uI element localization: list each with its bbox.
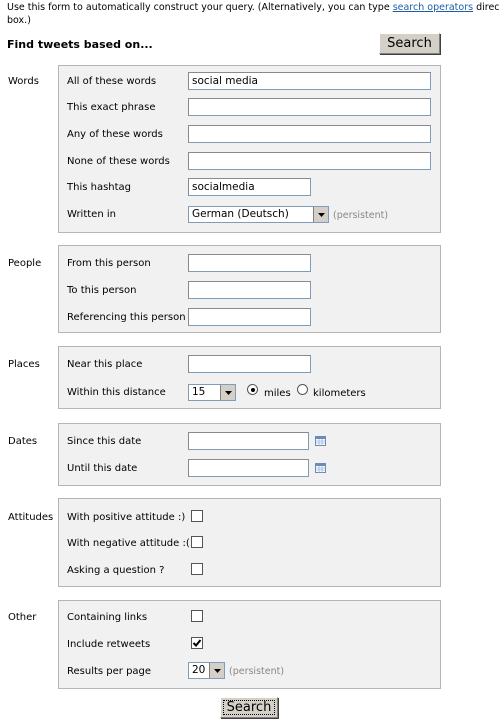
since-date-input[interactable]	[188, 432, 309, 450]
language-label: Written in	[67, 209, 116, 220]
section-label-attitudes: Attitudes	[8, 512, 54, 523]
positive-attitude-label: With positive attitude :)	[67, 512, 186, 523]
search-operators-link[interactable]: search operators	[392, 2, 474, 13]
question-label: Asking a question ?	[67, 565, 165, 576]
language-select[interactable]	[188, 206, 329, 223]
include-retweets-label: Include retweets	[67, 639, 151, 650]
intro-text-after: direc	[473, 2, 500, 13]
distance-select[interactable]	[188, 384, 236, 401]
intro-text	[7, 1, 500, 27]
language-select-value: German (Deutsch)	[192, 208, 289, 220]
kilometers-label: kilometers	[313, 388, 366, 399]
section-label-people: People	[8, 258, 42, 269]
hashtag-label: This hashtag	[67, 182, 132, 193]
ref-person-label: Referencing this person	[67, 312, 186, 323]
from-person-label: From this person	[67, 258, 151, 269]
any-words-input[interactable]	[188, 125, 431, 143]
radio-selected-dot	[251, 388, 255, 392]
results-per-page-select[interactable]	[188, 662, 225, 679]
any-words-label: Any of these words	[67, 129, 163, 140]
to-person-input[interactable]	[188, 281, 311, 299]
none-words-label: None of these words	[67, 156, 170, 167]
intro-text-before: Use this form to automatically construct your query. (Alternatively, you can type	[7, 2, 393, 13]
page-title: Find tweets based on...	[7, 38, 153, 51]
chevron-down-icon[interactable]	[209, 663, 224, 678]
results-per-page-label: Results per page	[67, 666, 152, 677]
distance-select-value: 15	[192, 386, 206, 398]
results-per-page-value: 20	[192, 664, 206, 676]
near-place-label: Near this place	[67, 359, 143, 370]
near-place-input[interactable]	[188, 355, 311, 373]
intro-text-line2: box.)	[7, 15, 31, 26]
until-date-label: Until this date	[67, 463, 138, 474]
miles-label: miles	[264, 388, 291, 399]
miles-radio[interactable]	[247, 384, 258, 395]
since-date-label: Since this date	[67, 436, 142, 447]
ref-person-input[interactable]	[188, 308, 311, 326]
exact-phrase-label: This exact phrase	[67, 102, 156, 113]
from-person-input[interactable]	[188, 254, 311, 272]
section-label-dates: Dates	[8, 436, 38, 447]
question-checkbox[interactable]	[191, 563, 203, 575]
none-words-input[interactable]	[188, 152, 431, 170]
until-date-input[interactable]	[188, 459, 309, 477]
chevron-down-icon[interactable]	[313, 207, 328, 222]
all-words-label: All of these words	[67, 76, 157, 87]
section-label-places: Places	[8, 359, 40, 370]
distance-label: Within this distance	[67, 387, 166, 398]
negative-attitude-label: With negative attitude :(	[67, 538, 190, 549]
search-button-bottom[interactable]: Search	[220, 697, 278, 718]
check-icon	[192, 638, 202, 648]
kilometers-radio[interactable]	[297, 384, 308, 395]
calendar-icon[interactable]	[315, 463, 326, 473]
language-persistent-note: (persistent)	[333, 210, 389, 221]
section-label-other: Other	[8, 612, 37, 623]
positive-attitude-checkbox[interactable]	[191, 510, 203, 522]
negative-attitude-checkbox[interactable]	[191, 536, 203, 548]
containing-links-checkbox[interactable]	[191, 610, 203, 622]
search-button-top[interactable]: Search	[379, 33, 440, 54]
all-words-input[interactable]: social media	[188, 72, 431, 90]
containing-links-label: Containing links	[67, 612, 148, 623]
hashtag-input[interactable]: socialmedia	[188, 178, 311, 196]
to-person-label: To this person	[67, 285, 137, 296]
calendar-icon[interactable]	[315, 436, 326, 446]
results-persistent-note: (persistent)	[229, 666, 285, 677]
section-label-words: Words	[8, 76, 39, 87]
exact-phrase-input[interactable]	[188, 98, 431, 116]
chevron-down-icon[interactable]	[220, 385, 235, 400]
include-retweets-checkbox[interactable]	[191, 637, 203, 649]
